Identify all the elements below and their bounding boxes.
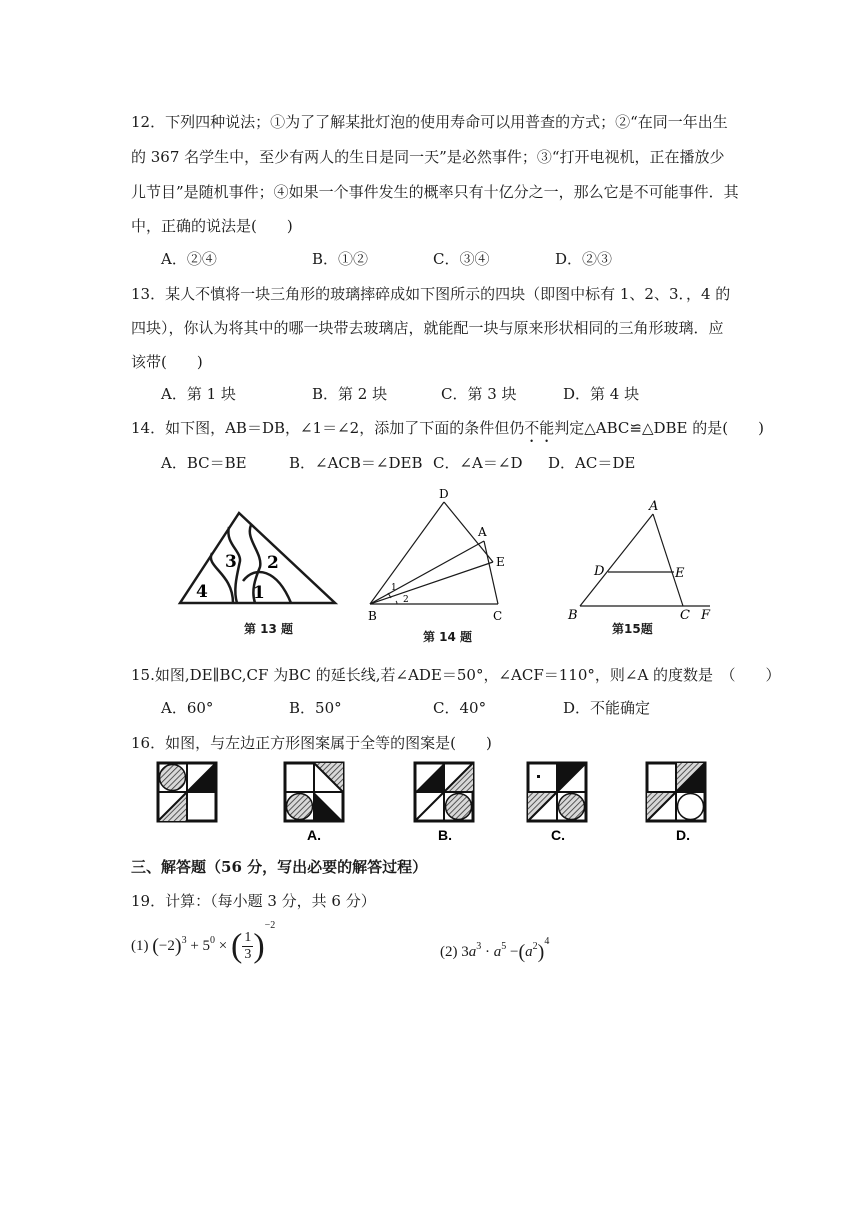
q14-option-a: A．BC＝BE xyxy=(161,454,247,472)
q19-stem: 19．计算：（每小题 3 分，共 6 分） xyxy=(131,892,376,910)
q12-line-2: 的 367 名学生中，至少有两人的生日是同一天”是必然事件；③“打开电视机，正在播放少 xyxy=(131,148,725,166)
q19-part-2: (2) $3a^3 \cdot a^5 -(a^2)^4$ xyxy=(440,936,550,963)
pattern-label-c: C. xyxy=(551,827,565,843)
point-label-e: E xyxy=(496,555,505,569)
section-3-title: 三、解答题（56 分，写出必要的解答过程） xyxy=(131,858,428,876)
point-label-d: D xyxy=(594,564,605,579)
pattern-label-a: A. xyxy=(307,827,321,843)
q15-option-c: C．40° xyxy=(433,699,487,717)
q16-patterns xyxy=(150,757,770,852)
q12-option-c: C．③④ xyxy=(433,250,490,268)
q14-emphasis: 不能 xyxy=(524,419,555,437)
pattern-b[interactable] xyxy=(415,763,473,821)
figure-14-caption: 第 14 题 xyxy=(423,630,473,644)
figure-13 xyxy=(175,505,345,610)
point-label-f: F xyxy=(701,608,711,623)
figure-13-caption: 第 13 题 xyxy=(244,622,294,636)
point-label-a: A xyxy=(649,499,659,514)
point-label-b: B xyxy=(368,609,377,623)
q12-option-d: D．②③ xyxy=(555,250,613,268)
q13-option-b: B．第 2 块 xyxy=(312,385,388,403)
piece-label-2: 2 xyxy=(267,553,279,573)
q19-part-1-label: (1) xyxy=(131,938,149,954)
point-label-b: B xyxy=(568,608,578,623)
point-label-c: C xyxy=(493,609,503,623)
q12-option-a: A．②④ xyxy=(161,250,217,268)
q12-line-4: 中，正确的说法是( ) xyxy=(131,217,293,235)
q12-option-b: B．①② xyxy=(312,250,369,268)
q14-option-c: C．∠A＝∠D xyxy=(433,454,523,472)
q15-option-a: A．60° xyxy=(161,699,214,717)
q13-option-c: C．第 3 块 xyxy=(441,385,517,403)
q13-line-2: 四块），你认为将其中的哪一块带去玻璃店，就能配一块与原来形状相同的三角形玻璃．应 xyxy=(131,319,724,337)
piece-label-4: 4 xyxy=(196,582,208,602)
q16-stem: 16．如图，与左边正方形图案属于全等的图案是( ) xyxy=(131,734,492,752)
point-label-e: E xyxy=(675,566,685,581)
q12-line-3: 儿节目”是随机事件；④如果一个事件发生的概率只有十亿分之一，那么它是不可能事件．其 xyxy=(131,183,739,201)
q14-option-b: B．∠ACB＝∠DEB xyxy=(289,454,423,472)
q13-line-1: 13．某人不慎将一块三角形的玻璃摔碎成如下图所示的四块（即图中标有 1、2、3．，4 的 xyxy=(131,285,731,303)
q13-line-3: 该带( ) xyxy=(131,353,203,371)
pattern-a[interactable] xyxy=(285,763,343,821)
figure-15 xyxy=(560,498,720,626)
pattern-d[interactable] xyxy=(647,763,705,821)
point-label-c: C xyxy=(680,608,690,623)
pattern-original xyxy=(158,763,216,821)
pattern-c[interactable] xyxy=(528,763,586,821)
pattern-label-b: B. xyxy=(438,827,452,843)
figure-15-caption: 第15题 xyxy=(612,622,653,636)
point-label-d: D xyxy=(439,487,449,501)
q15-option-d: D．不能确定 xyxy=(563,699,651,717)
angle-label-1: 1 xyxy=(391,583,397,593)
q14-prefix: 14．如下图，AB＝DB，∠1＝∠2，添加了下面的条件但仍 xyxy=(131,419,525,437)
q19-part-1: (1) $(-2)^3 + 5^0$ × ( $\frac{1}{3}$ )$^{-2}$ xyxy=(131,920,276,965)
pattern-label-d: D. xyxy=(676,827,690,843)
q19-part-2-label: (2) xyxy=(440,944,458,960)
q14-option-d: D．AC＝DE xyxy=(548,454,636,472)
angle-label-2: 2 xyxy=(403,595,409,605)
q14-stem xyxy=(131,418,764,446)
figure-14 xyxy=(360,486,520,628)
piece-label-1: 1 xyxy=(253,583,265,603)
q12-line-1: 12．下列四种说法；①为了了解某批灯泡的使用寿命可以用普查的方式；②“在同一年出生 xyxy=(131,113,728,131)
q14-suffix: 判定△ABC≌△DBE 的是( ) xyxy=(554,419,764,437)
q15-option-b: B．50° xyxy=(289,699,342,717)
q13-option-d: D．第 4 块 xyxy=(563,385,640,403)
piece-label-3: 3 xyxy=(225,552,237,572)
q13-option-a: A．第 1 块 xyxy=(161,385,236,403)
q15-stem: 15.如图,DE∥BC,CF 为BC 的延长线,若∠ADE＝50°，∠ACF＝110°，则∠A 的度数是 （ ） xyxy=(131,666,781,684)
point-label-a: A xyxy=(478,525,487,539)
